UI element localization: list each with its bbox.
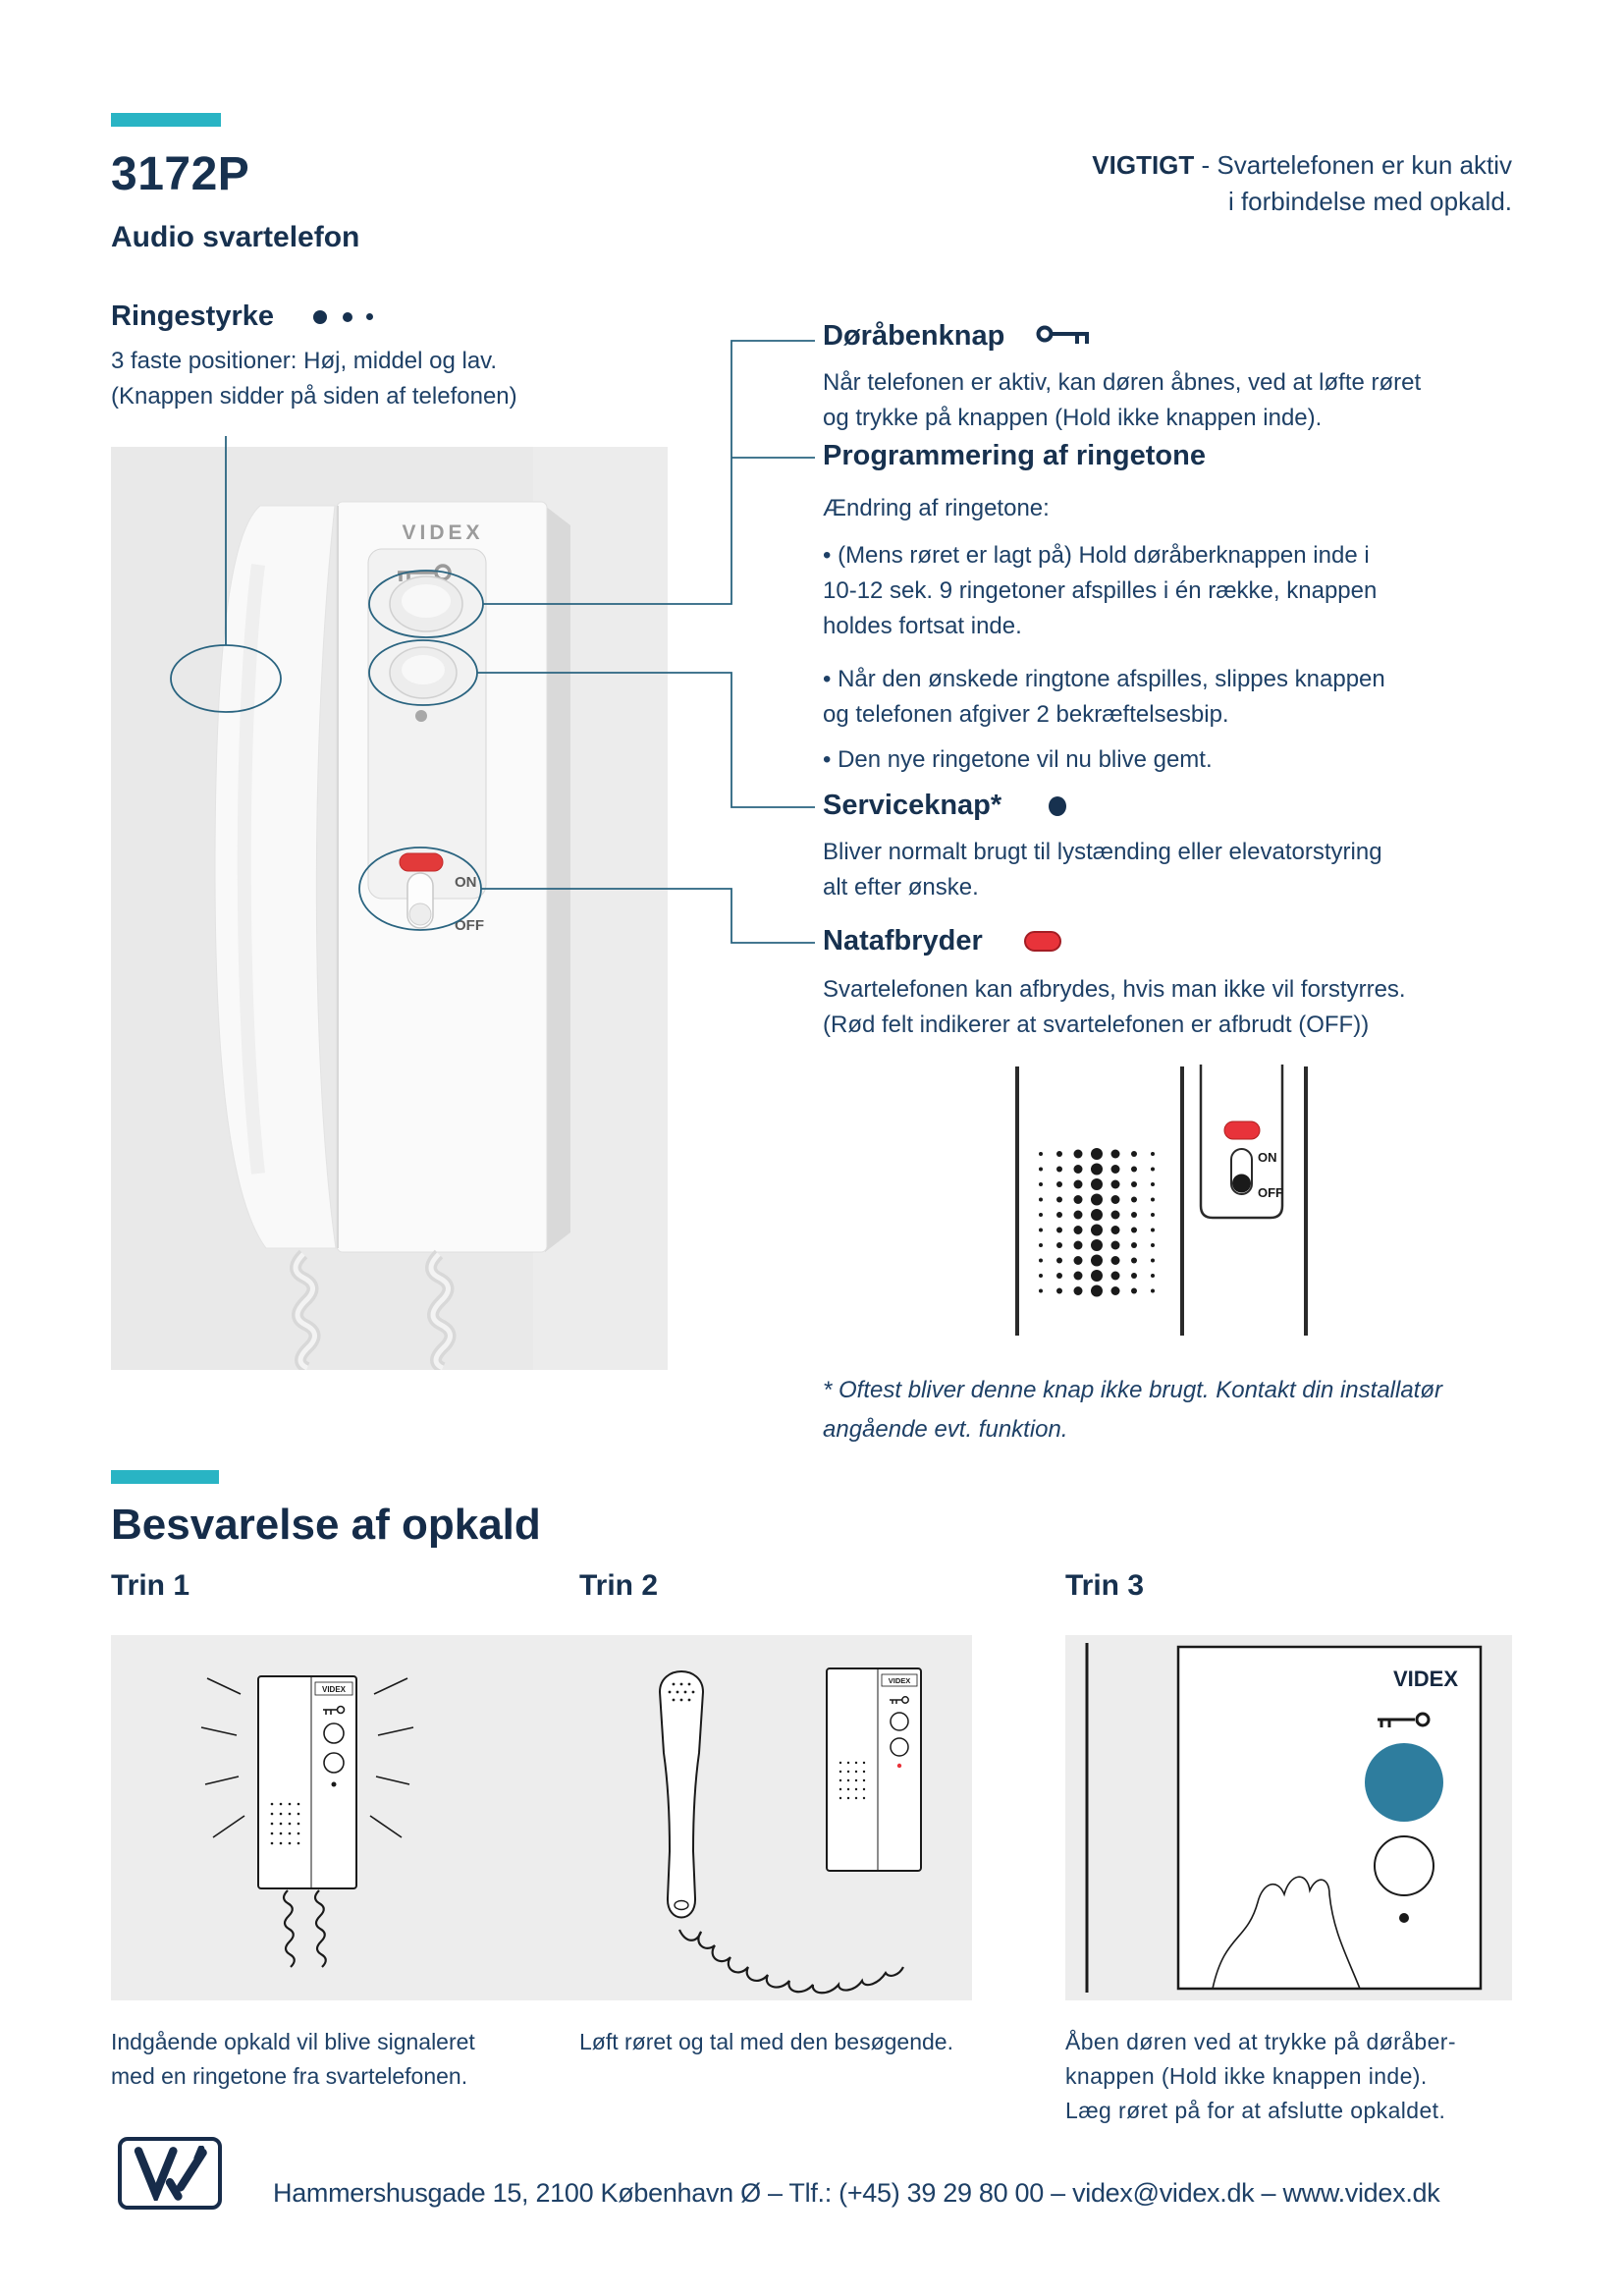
switch-diagram (990, 1059, 1314, 1348)
text-line: knappen (Hold ikke knappen inde). (1065, 2063, 1428, 2089)
trin3-door-open-button (1365, 1743, 1443, 1822)
programmering-title: Programmering af ringetone (823, 440, 1206, 471)
trin-2-illustration (579, 1635, 972, 2000)
text-line: Løft røret og tal med den besøgende. (579, 2029, 953, 2054)
trin-1-label: Trin 1 (111, 1569, 190, 1602)
text-line: • Når den ønskede ringtone afspilles, slippes knappen (823, 666, 1385, 692)
programmering-intro: Ændring af ringetone: (823, 495, 1050, 521)
notice-bold: VIGTIGT (1092, 150, 1195, 180)
text-line: Svartelefonen kan afbrydes, hvis man ikke vil forstyrres. (823, 976, 1406, 1003)
photo-service-button (390, 647, 457, 698)
text-line: Åben døren ved at trykke på døråber- (1065, 2029, 1456, 2054)
trin-3-label: Trin 3 (1065, 1569, 1145, 1602)
trin1-brand-label: VIDEX (321, 1685, 347, 1694)
serviceknap-text (823, 835, 1382, 905)
trin-3-illustration (1065, 1635, 1512, 2000)
programmering-bullet-3 (823, 742, 1213, 778)
trin3-panel (1178, 1647, 1481, 1989)
trin2-cord (679, 1930, 903, 1993)
natafbryder-title: Natafbryder (823, 925, 983, 957)
volume-dot-large-icon (313, 310, 327, 324)
doraabenknap-text (823, 365, 1421, 436)
text-line: holdes fortsat inde. (823, 613, 1022, 639)
photo-off-label: OFF (455, 917, 484, 934)
teal-accent-bar-bottom (111, 1470, 219, 1484)
text-line: (Rød felt indikerer at svartelefonen er afbrudt (OFF)) (823, 1011, 1370, 1038)
diagram-red-indicator (1224, 1121, 1260, 1139)
important-notice (1092, 147, 1512, 220)
photo-red-indicator (400, 853, 443, 871)
serviceknap-heading (823, 790, 1066, 822)
text-line: og trykke på knappen (Hold ikke knappen inde). (823, 405, 1323, 431)
natafbryder-heading (823, 925, 1061, 957)
service-button-dot-icon (1049, 796, 1066, 816)
service-footnote (823, 1371, 1442, 1449)
trin-3-caption (1065, 2025, 1456, 2128)
text-line: • (Mens røret er lagt på) Hold døråberknappen inde i (823, 542, 1370, 569)
trin2-handset (660, 1671, 703, 1918)
notice-line-1 (1092, 147, 1512, 184)
trin-1-caption (111, 2025, 475, 2094)
photo-led-dot (415, 710, 427, 722)
trin2-base-unit (827, 1668, 921, 1871)
photo-night-switch (407, 873, 433, 928)
footer-address: Hammershusgade 15, 2100 København Ø – Tlf.: (+45) 39 29 80 00 – videx@videx.dk – www.videx.dk (273, 2178, 1440, 2208)
doraabenknap-title: Døråbenknap (823, 320, 1005, 352)
product-subtitle: Audio svartelefon (111, 221, 360, 253)
trin2-brand-label: VIDEX (888, 1676, 911, 1685)
text-line: Bliver normalt brugt til lystænding eller elevatorstyring (823, 839, 1382, 865)
diagram-on-label: ON (1258, 1150, 1277, 1165)
trin-2-caption (579, 2025, 953, 2059)
trin3-dot (1399, 1913, 1409, 1923)
text-line: Indgående opkald vil blive signaleret (111, 2029, 475, 2054)
trin3-brand-label: VIDEX (1392, 1667, 1458, 1691)
text-line: alt efter ønske. (823, 874, 979, 901)
programmering-bullet-1 (823, 538, 1377, 644)
videx-logo (118, 2137, 222, 2210)
notice-line-2: i forbindelse med opkald. (1227, 187, 1512, 216)
trin3-second-button (1375, 1836, 1434, 1895)
red-indicator-icon (1024, 931, 1061, 952)
photo-on-label: ON (455, 874, 477, 891)
notice-rest: - Svartelefonen er kun aktiv (1194, 150, 1512, 180)
text-line: 3 faste positioner: Høj, middel og lav. (111, 348, 498, 374)
diagram-off-label: OFF (1258, 1185, 1283, 1200)
ringestyrke-heading (111, 301, 373, 333)
volume-dot-small-icon (366, 313, 373, 320)
text-line: og telefonen afgiver 2 bekræftelsesbip. (823, 701, 1229, 728)
trin-1-illustration (111, 1635, 661, 2000)
ringestyrke-title: Ringestyrke (111, 301, 275, 332)
trin1-cords (284, 1890, 326, 1967)
ringestyrke-text (111, 344, 517, 414)
photo-brand-label: VIDEX (402, 521, 484, 544)
diagram-toggle-switch (1231, 1149, 1252, 1194)
text-line: 10-12 sek. 9 ringetoner afspilles i én række, knappen (823, 577, 1378, 604)
text-line: angående evt. funktion. (823, 1416, 1068, 1443)
teal-accent-bar-top (111, 113, 221, 127)
volume-dot-medium-icon (343, 312, 352, 322)
programmering-heading (823, 440, 1206, 472)
serviceknap-title: Serviceknap* (823, 790, 1002, 821)
besvarelse-title: Besvarelse af opkald (111, 1501, 541, 1549)
text-line: Læg røret på for at afslutte opkaldet. (1065, 2098, 1446, 2123)
text-line: * Oftest bliver denne knap ikke brugt. Kontakt din installatør (823, 1377, 1442, 1403)
doraabenknap-heading (823, 320, 1097, 353)
text-line: Når telefonen er aktiv, kan døren åbnes, ved at løfte røret (823, 369, 1422, 396)
product-photo (111, 447, 668, 1370)
intercom-photo-illustration (111, 447, 668, 1370)
trin-2-label: Trin 2 (579, 1569, 659, 1602)
text-line: • Den nye ringetone vil nu blive gemt. (823, 746, 1213, 773)
text-line: med en ringetone fra svartelefonen. (111, 2063, 468, 2089)
key-icon (1036, 324, 1097, 350)
speaker-dot-grid (1039, 1148, 1155, 1297)
text-line: (Knappen sidder på siden af telefonen) (111, 383, 517, 410)
product-code: 3172P (111, 148, 250, 200)
natafbryder-text (823, 972, 1406, 1043)
programmering-bullet-2 (823, 662, 1385, 733)
photo-door-open-button (390, 576, 462, 631)
